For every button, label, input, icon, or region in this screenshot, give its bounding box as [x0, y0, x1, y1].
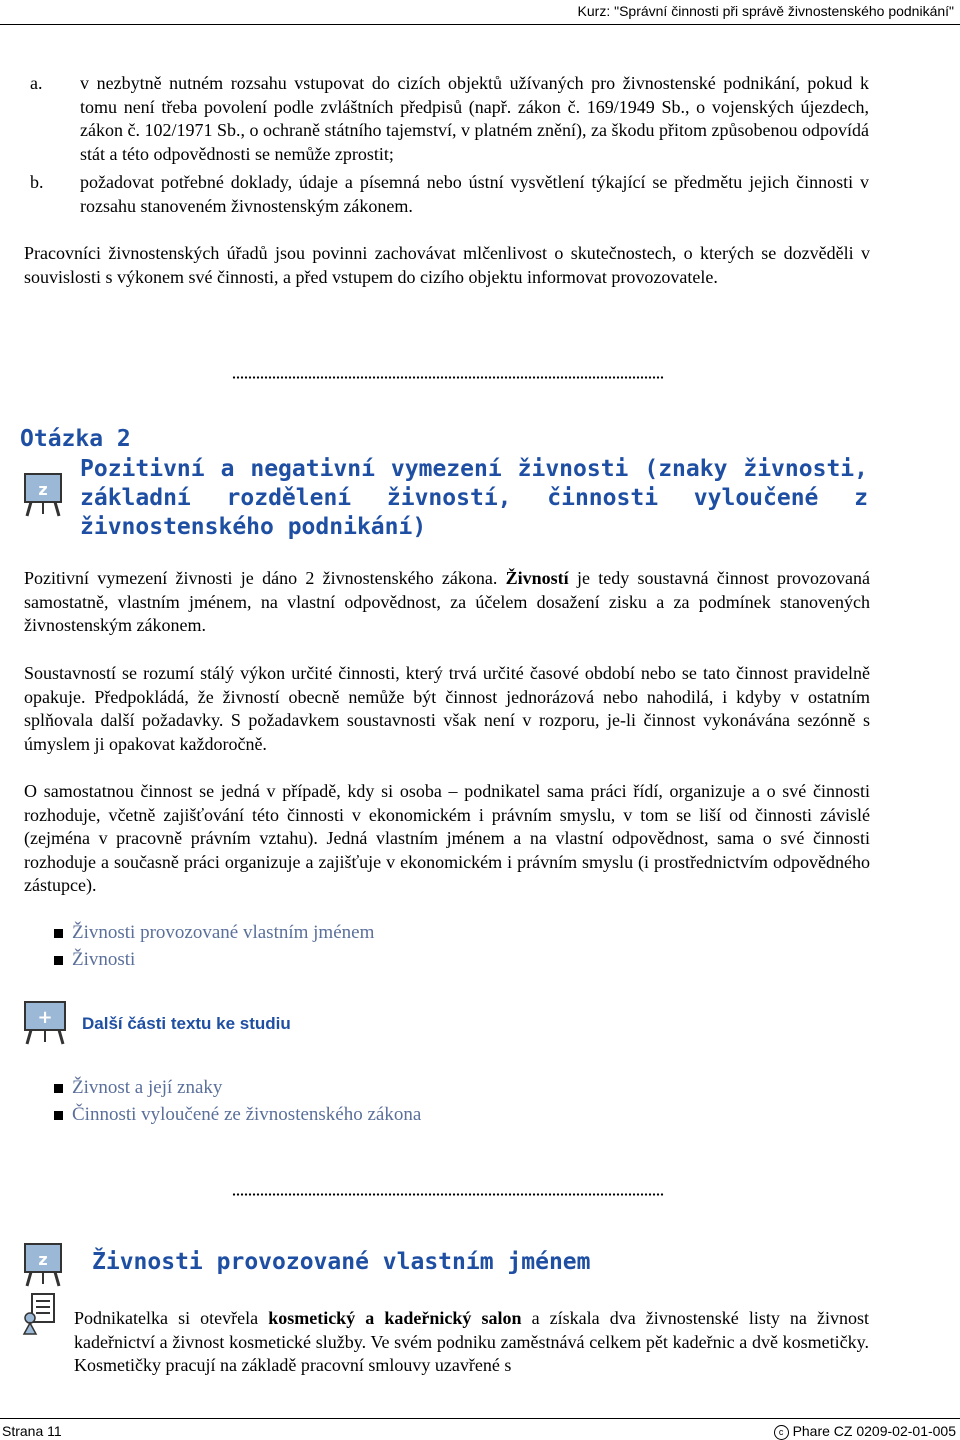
link-text[interactable]: Živnost a její znaky: [72, 1077, 223, 1098]
question-icon: [22, 470, 66, 523]
paragraph-example-text-1: Podnikatelka si otevřela: [74, 1308, 269, 1328]
copyright-icon: c: [774, 1425, 789, 1440]
header-divider: [0, 24, 960, 25]
link-item[interactable]: [52, 919, 374, 946]
svg-text:+: +: [37, 1007, 53, 1028]
link-item[interactable]: [52, 946, 374, 973]
course-title: Kurz: "Správní činnosti při správě živnostenského podnikání": [577, 3, 954, 19]
link-text[interactable]: Živnosti: [72, 949, 136, 970]
dotted-separator: [232, 1193, 664, 1196]
paragraph-samostatna: O samostatnou činnost se jedná v případě, kdy si osoba – podnikatel sama práci řídí, organizuje a o své činnosti rozhoduje, včetně zajišťování této činnosti v ekonomickém i právním smyslu, v tom se liší od činnosti závislé (zejména v pracovně právním vztahu). Jedná vlastním jménem a na vlastní odpovědnost, sama o své činnosti rozhoduje a současně práci organizuje a zajišťuje v ekonomickém i právním smyslu (i prostřednictvím odpovědného zástupce).: [24, 781, 870, 895]
footer-code-text: Phare CZ 0209-02-01-005: [792, 1423, 956, 1439]
paragraph-example-text-2: a získala dva živnostenské listy na živnost kadeřnictví a živnost kosmetické služby. Ve svém podniku zaměstnává celkem pět kadeřnic a dvě kosmetičky. Kosmetičky pracují na základě pracovní smlouvy uzavřené s: [74, 1308, 869, 1375]
section-icon: [22, 1240, 66, 1293]
paragraph-example-bold: kosmetický a kadeřnický salon: [268, 1308, 522, 1328]
dotted-separator: [232, 376, 664, 379]
question-label: Otázka 2: [20, 426, 131, 452]
list-marker-a: a.: [30, 73, 43, 93]
page-number: Strana 11: [2, 1423, 62, 1439]
study-icon: [22, 998, 70, 1051]
bullet-square-icon: [54, 929, 63, 938]
bullet-square-icon: [54, 1111, 63, 1120]
section-heading: Živnosti provozované vlastním jménem: [92, 1249, 591, 1275]
bullet-square-icon: [54, 956, 63, 965]
link-text[interactable]: Činnosti vyloučené ze živnostenského zákona: [72, 1104, 422, 1125]
link-item[interactable]: [52, 1101, 421, 1128]
question-title: Pozitivní a negativní vymezení živnosti (znaky živnosti, základní rozdělení živností, činnosti vyloučené z živnostenského podnikání): [80, 456, 868, 540]
link-text[interactable]: Živnosti provozované vlastním jménem: [72, 922, 375, 943]
list-marker-b: b.: [30, 172, 44, 192]
paragraph-positive: [24, 567, 870, 638]
paragraph-positive-bold: Živností: [505, 568, 569, 588]
example-icon: [20, 1292, 66, 1341]
footer-code: [774, 1423, 956, 1440]
list-item-a: v nezbytně nutném rozsahu vstupovat do cizích objektů užívaných pro živnostenské podnikání, pokud k tomu není třeba povolení podle zvláštních předpisů (např. zákon č. 169/1949 Sb., o vojenských újezdech, zákon č. 102/1971 Sb., o ochraně státního tajemství, v platném znění), za škodu přitom způsobenou odpovídá stát a této odpovědnosti se nemůže zprostit;: [80, 73, 869, 164]
paragraph-positive-text-2: je tedy soustavná činnost provozovaná samostatně, vlastním jménem, na vlastní odpovědnost, za účelem dosažení zisku a za podmínek stanovených živnostenským zákonem.: [24, 568, 870, 635]
link-list-2: [52, 1074, 421, 1128]
paragraph-soustavnost: Soustavností se rozumí stálý výkon určité činnosti, který trvá určité časové období nebo se tato činnost pravidelně opakuje. Předpokládá, že živností obecně nemůže být činnost jednorázová nebo nahodilá, i kdyby v ostatním splňovala další požadavky. S požadavkem soustavnosti však není v rozporu, je-li činnost vykonávána sezónně s úmyslem ji opakovat každoročně.: [24, 663, 870, 754]
footer-divider: [0, 1418, 960, 1419]
paragraph-example: [74, 1307, 869, 1378]
bullet-square-icon: [54, 1084, 63, 1093]
page-header: [0, 0, 960, 24]
svg-text:z: z: [38, 480, 48, 499]
list-item-b: požadovat potřebné doklady, údaje a písemná nebo ústní vysvětlení týkající se předmětu jejich činnosti v rozsahu stanoveném živnostenským zákonem.: [80, 172, 869, 216]
paragraph-workers: Pracovníci živnostenských úřadů jsou povinni zachovávat mlčenlivost o skutečnostech, o kterých se dozvěděli v souvislosti s výkonem své činnosti, a před vstupem do cizího objektu informovat provozovatele.: [24, 243, 870, 287]
svg-text:z: z: [38, 1250, 48, 1269]
paragraph-positive-text-1: Pozitivní vymezení živnosti je dáno 2 živnostenského zákona.: [24, 568, 506, 588]
link-item[interactable]: [52, 1074, 421, 1101]
study-heading: Další části textu ke studiu: [82, 1014, 291, 1033]
link-list-1: [52, 919, 374, 973]
